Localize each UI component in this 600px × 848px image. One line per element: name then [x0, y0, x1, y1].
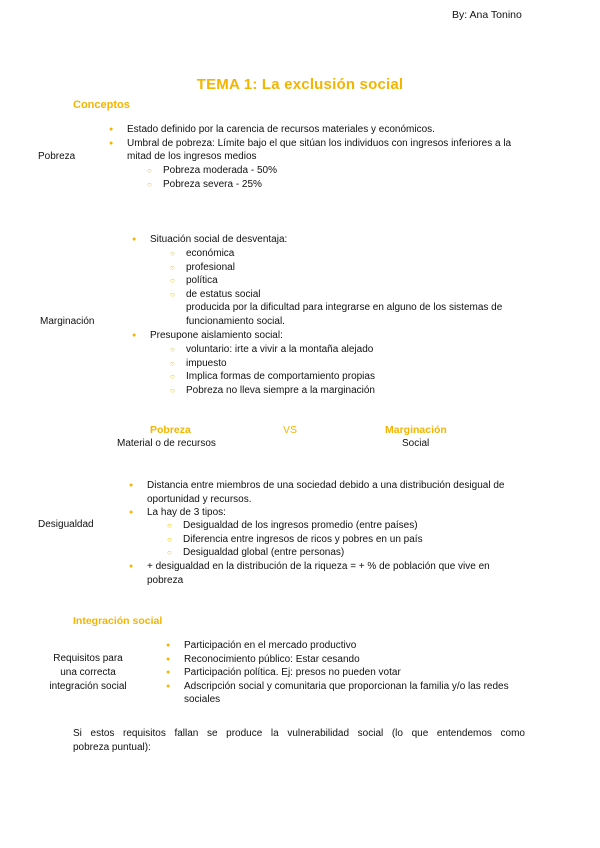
closing-line-1: Si estos requisitos fallan se produce la vulnerabilidad social (lo que entendemos como — [73, 728, 525, 739]
desigualdad-sub-1: ○ Desigualdad de los ingresos promedio (entre países) — [183, 519, 423, 533]
pobreza-sublist — [163, 164, 277, 191]
marginacion-sub-4: ○ de estatus social — [186, 288, 502, 302]
versus-vs: VS — [283, 424, 298, 436]
marginacion-sub2-2: ○ impuesto — [186, 357, 375, 371]
marginacion-list-1 — [150, 233, 287, 247]
marginacion-sub2-1: ○ voluntario: irte a vivir a la montaña alejado — [186, 343, 375, 357]
desigualdad-bullet-2: ● La hay de 3 tipos: — [147, 506, 504, 520]
versus-left-sub: Material o de recursos — [117, 438, 216, 449]
integracion-item-4: ● Adscripción social y comunitaria que proporcionan la familia y/o las redes — [184, 680, 509, 694]
marginacion-list-2 — [150, 329, 283, 343]
page-title: TEMA 1: La exclusión social — [196, 76, 404, 93]
closing-line-2: pobreza puntual): — [73, 742, 151, 753]
desigualdad-list-2 — [147, 560, 490, 587]
pobreza-list — [127, 123, 511, 164]
marginacion-bullet-1: ● Situación social de desventaja: — [150, 233, 287, 247]
desigualdad-sub-2: ○ Diferencia entre ingresos de ricos y pobres en un país — [183, 533, 423, 547]
pobreza-bullet-2: ● Umbral de pobreza: Límite bajo el que sitúan los individuos con ingresos inferiores a la — [127, 137, 511, 151]
versus-right-sub: Social — [402, 438, 430, 449]
marginacion-bullet-2: ● Presupone aislamiento social: — [150, 329, 283, 343]
pobreza-sub-1: ○ Pobreza moderada - 50% — [163, 164, 277, 178]
marginacion-sublist-1 — [186, 247, 502, 329]
marginacion-sub-4-cont-1: producida por la dificultad para integrarse en alguno de los sistemas de — [186, 302, 503, 314]
integracion-label-3: integración social — [49, 681, 127, 692]
desigualdad-bullet-1-cont: oportunidad y recursos. — [147, 493, 252, 505]
desigualdad-bullet-3: ● + desigualdad en la distribución de la riqueza = + % de población que vive en — [147, 560, 490, 574]
integracion-list — [184, 639, 509, 707]
marginacion-sub-4-cont-2: funcionamiento social. — [186, 315, 285, 327]
desigualdad-bullet-1: ● Distancia entre miembros de una sociedad debido a una distribución desigual de — [147, 479, 504, 493]
integracion-label-1: Requisitos para — [53, 653, 123, 664]
desigualdad-bullet-3-cont: pobreza — [147, 574, 184, 586]
integracion-item-2: ● Reconocimiento público: Estar cesando — [184, 653, 509, 667]
integracion-label-2: una correcta — [60, 667, 116, 678]
marginacion-sub2-3: ○ Implica formas de comportamiento propias — [186, 370, 375, 384]
marginacion-sub-3: ○ política — [186, 274, 502, 288]
integracion-item-4-cont: sociales — [184, 694, 221, 706]
pobreza-label: Pobreza — [38, 151, 76, 162]
section-integracion: Integración social — [73, 615, 163, 627]
desigualdad-label: Desigualdad — [38, 519, 94, 530]
section-conceptos: Conceptos — [73, 99, 130, 111]
versus-left: Pobreza — [150, 424, 191, 436]
marginacion-sublist-2 — [186, 343, 375, 397]
pobreza-bullet-2-cont: mitad de los ingresos medios — [127, 151, 257, 163]
author-label: By: Ana Tonino — [452, 9, 522, 21]
desigualdad-sub-3: ○ Desigualdad global (entre personas) — [183, 546, 423, 560]
integracion-item-3: ● Participación política. Ej: presos no pueden votar — [184, 666, 509, 680]
marginacion-label: Marginación — [40, 316, 95, 327]
integracion-item-1: ● Participación en el mercado productivo — [184, 639, 509, 653]
desigualdad-list — [147, 479, 504, 520]
marginacion-sub-1: ○ económica — [186, 247, 502, 261]
pobreza-sub-2: ○ Pobreza severa - 25% — [163, 178, 277, 192]
pobreza-bullet-1: ● Estado definido por la carencia de recursos materiales y económicos. — [127, 123, 511, 137]
desigualdad-sublist — [183, 519, 423, 560]
marginacion-sub-2: ○ profesional — [186, 261, 502, 275]
versus-right: Marginación — [385, 424, 447, 436]
marginacion-sub2-4: ○ Pobreza no lleva siempre a la marginación — [186, 384, 375, 398]
